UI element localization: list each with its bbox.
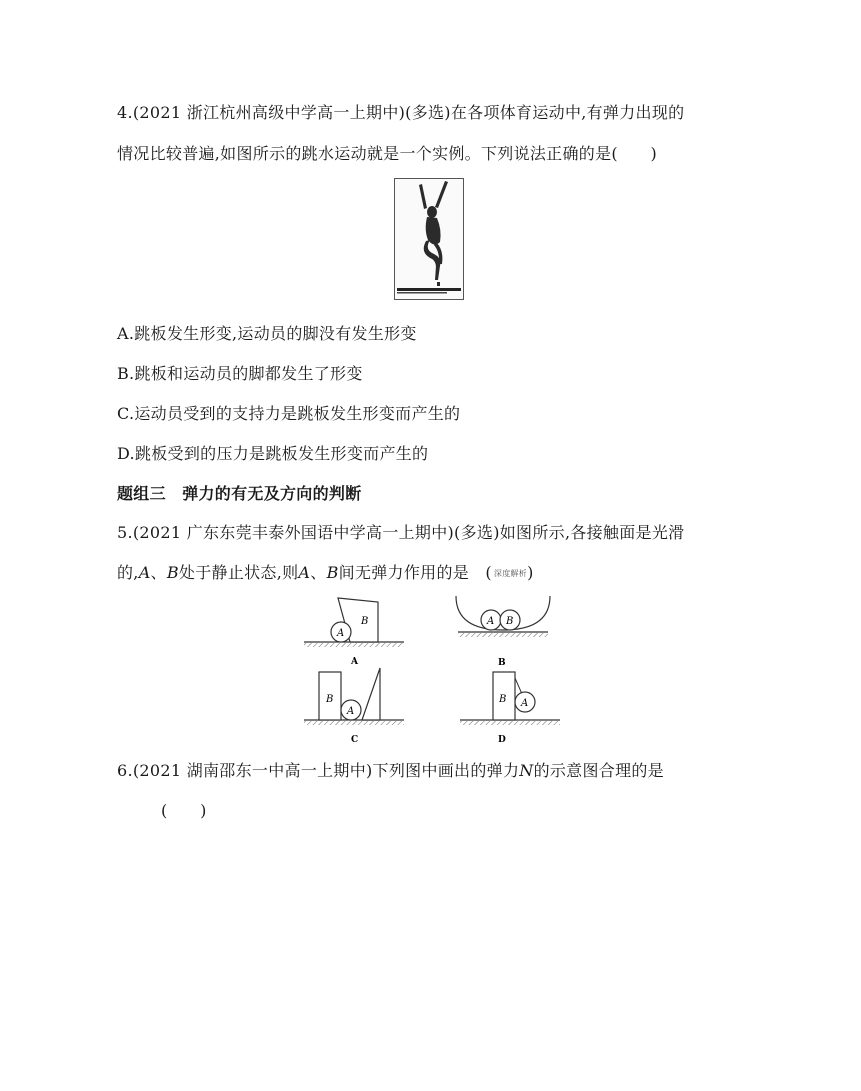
q4-option-d: D.跳板受到的压力是跳板发生形变而产生的 — [117, 444, 429, 463]
fig-c-label-a: A — [347, 706, 355, 717]
var-a: A — [298, 563, 311, 582]
deep-analysis-tag[interactable]: 深度解析 — [493, 569, 528, 578]
fig-b-label-a: A — [487, 616, 495, 627]
q5-stem-line-1: 5.(2021 广东东莞丰泰外国语中学高一上期中)(多选)如图所示,各接触面是光滑 — [117, 523, 685, 542]
diver-figure — [394, 178, 464, 300]
var-b: B — [166, 563, 179, 582]
fig-b-caption: B — [498, 658, 506, 668]
fig-d-caption: D — [498, 735, 506, 745]
q4-stem-line-2: 情况比较普遍,如图所示的跳水运动就是一个实例。下列说法正确的是( ) — [117, 144, 658, 163]
fig-a-label-a: A — [337, 628, 345, 639]
fig-b-label-b: B — [506, 616, 514, 627]
var-b: B — [326, 563, 339, 582]
fig-d-label-b: B — [499, 694, 507, 705]
q4-option-a: A.跳板发生形变,运动员的脚没有发生形变 — [117, 324, 417, 343]
q6-text-pre: 6.(2021 湖南邵东一中高一上期中)下列图中画出的弹力 — [117, 761, 520, 780]
q5-text-pre: 的, — [117, 563, 139, 582]
q6-answer-blank: ( ) — [161, 801, 207, 820]
q5-stem-line-2 — [117, 560, 534, 583]
q6-stem-line-1 — [117, 758, 664, 781]
var-a: A — [138, 563, 151, 582]
figure-a — [300, 592, 410, 668]
q5-sep: 、 — [150, 563, 167, 582]
answer-paren-open: ( — [485, 563, 492, 582]
fig-c-caption: C — [351, 735, 359, 745]
fig-a-label-b: B — [361, 616, 369, 627]
figure-d — [456, 664, 566, 746]
answer-paren-close: ) — [527, 563, 534, 582]
q6-text-post: 的示意图合理的是 — [533, 761, 664, 780]
q4-option-b: B.跳板和运动员的脚都发生了形变 — [117, 364, 363, 383]
q5-sep: 、 — [310, 563, 327, 582]
q5-text-mid: 处于静止状态,则 — [178, 563, 299, 582]
section-heading: 题组三 弹力的有无及方向的判断 — [117, 484, 362, 503]
fig-c-label-b: B — [326, 694, 334, 705]
figure-c — [300, 664, 410, 746]
fig-a-caption: A — [351, 657, 358, 667]
q4-option-c: C.运动员受到的支持力是跳板发生形变而产生的 — [117, 404, 461, 423]
var-n: N — [519, 761, 534, 780]
fig-d-label-a: A — [521, 698, 529, 709]
q4-stem-line-1: 4.(2021 浙江杭州高级中学高一上期中)(多选)在各项体育运动中,有弹力出现的 — [117, 103, 685, 122]
q5-text-post: 间无弹力作用的是 — [338, 563, 486, 582]
figure-b — [448, 592, 558, 668]
